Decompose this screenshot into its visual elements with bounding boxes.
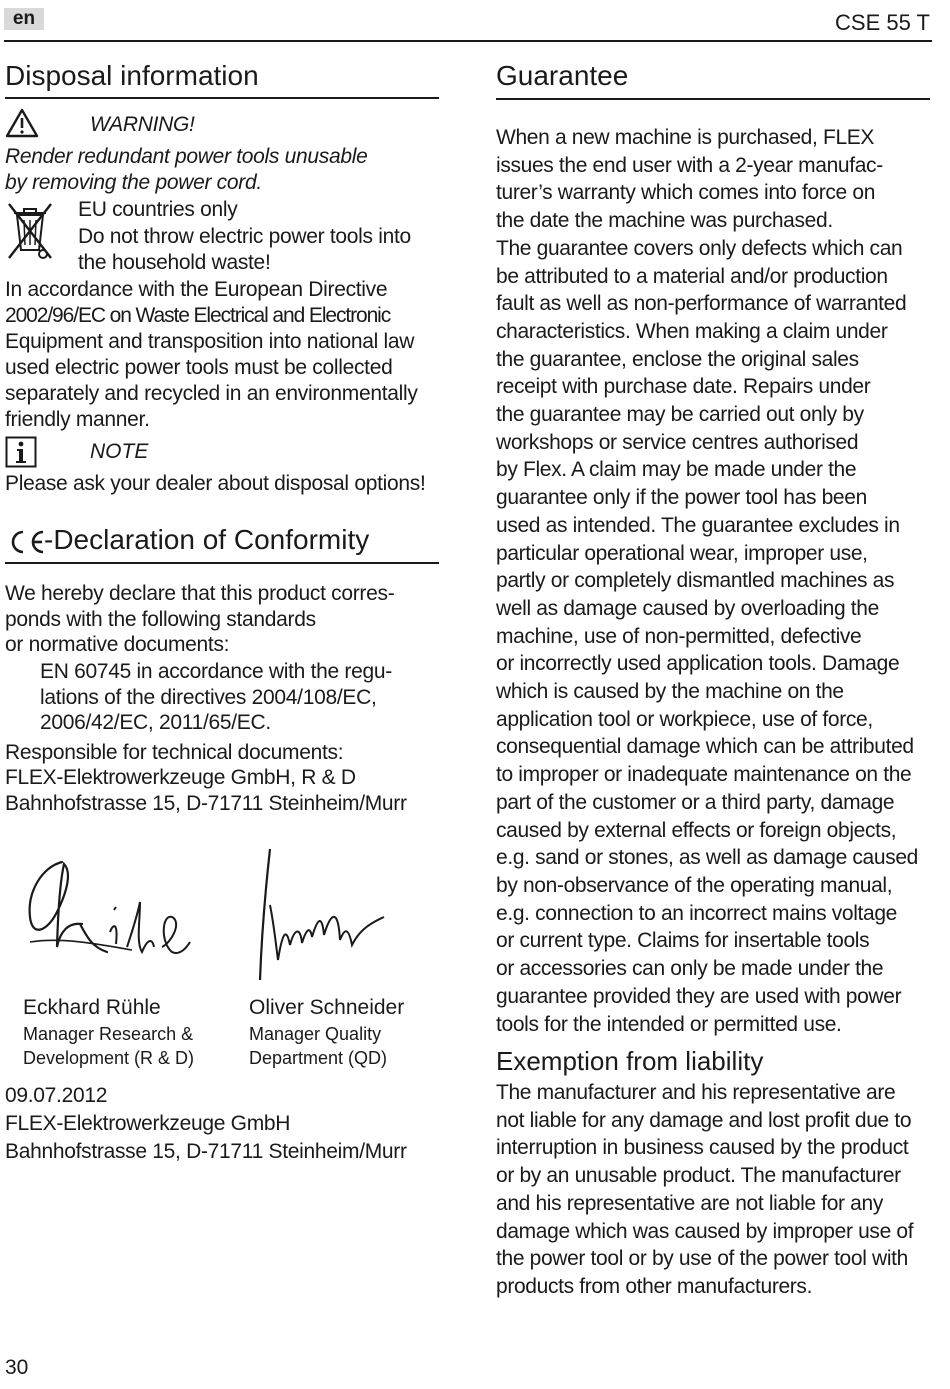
disposal-body-2: 2002/96/EC on Waste Electrical and Electronic [5, 304, 391, 327]
disposal-body-5: separately and recycled in an environmentally [5, 382, 418, 405]
info-icon [5, 436, 37, 468]
signatory-2-role-2: Department (QD) [249, 1048, 388, 1068]
liability-body [496, 1079, 936, 1301]
disposal-body-4: used electric power tools must be collected [5, 356, 393, 379]
conformity-intro-3: or normative documents: [5, 633, 230, 656]
eu-line-3: the household waste! [78, 251, 271, 274]
guarantee-line: turer’s warranty which comes into force on [496, 181, 876, 205]
guarantee-line: guarantee only if the power tool has been [496, 486, 867, 510]
warning-label: WARNING! [90, 113, 195, 136]
eu-line-2: Do not throw electric power tools into [78, 225, 411, 248]
liability-line: damage which was caused by improper use of [496, 1219, 914, 1243]
liability-line: interruption in business caused by the product [496, 1136, 909, 1160]
guarantee-line: e.g. connection to an incorrect mains voltage [496, 901, 897, 925]
signatory-2-name: Oliver Schneider [249, 996, 405, 1019]
guarantee-line: characteristics. When making a claim under [496, 319, 888, 343]
guarantee-line: partly or completely dismantled machines as [496, 569, 895, 593]
guarantee-line: guarantee provided they are used with power [496, 984, 902, 1008]
disposal-heading: Disposal information [5, 60, 259, 91]
page-number: 30 [5, 1356, 29, 1379]
disposal-body-6: friendly manner. [5, 408, 150, 431]
guarantee-line: particular operational wear, improper use, [496, 541, 868, 565]
guarantee-line: to improper or inadequate maintenance on the [496, 763, 912, 787]
guarantee-body [496, 124, 936, 1038]
ce-mark-icon [5, 528, 45, 556]
crossed-bin-icon [4, 200, 56, 262]
declaration-date: 09.07.2012 [5, 1084, 108, 1107]
guarantee-line: be attributed to a material and/or production [496, 264, 888, 288]
signatory-1-name: Eckhard Rühle [23, 996, 161, 1019]
liability-line: the power tool or by use of the power tool with [496, 1247, 908, 1271]
guarantee-line: part of the customer or a third party, damage [496, 790, 895, 814]
guarantee-line: or incorrectly used application tools. Damage [496, 652, 900, 676]
standard-line-2: lations of the directives 2004/108/EC, [40, 686, 377, 709]
guarantee-line: workshops or service centres authorised [496, 430, 859, 454]
standard-line-1: EN 60745 in accordance with the regu- [40, 660, 392, 683]
footer-company: FLEX-Elektrowerkzeuge GmbH [5, 1112, 291, 1135]
guarantee-line: which is caused by the machine on the [496, 680, 844, 704]
liability-line: The manufacturer and his representative are [496, 1081, 896, 1104]
disposal-body-1: In accordance with the European Directive [5, 278, 388, 301]
model-name: CSE 55 T [835, 10, 930, 35]
liability-line: and his representative are not liable for any [496, 1191, 883, 1215]
responsible-line-2: FLEX-Elektrowerkzeuge GmbH, R & D [5, 766, 356, 789]
guarantee-line: consequential damage which can be attributed [496, 735, 914, 759]
guarantee-line: used as intended. The guarantee excludes in [496, 513, 900, 537]
liability-line: not liable for any damage and lost profit due to [496, 1108, 912, 1132]
signatory-1-role-2: Development (R & D) [23, 1048, 195, 1068]
guarantee-line: issues the end user with a 2-year manufac- [496, 153, 883, 177]
guarantee-line: the guarantee, enclose the original sales [496, 347, 859, 371]
guarantee-line: machine, use of non-permitted, defective [496, 624, 862, 648]
guarantee-line: caused by external effects or foreign objects, [496, 818, 897, 842]
liability-line: products from other manufacturers. [496, 1274, 813, 1298]
guarantee-line: or accessories can only be made under the [496, 957, 884, 981]
liability-heading: Exemption from liability [496, 1046, 764, 1076]
guarantee-line: or current type. Claims for insertable tools [496, 929, 870, 953]
guarantee-line: fault as well as non-performance of warranted [496, 292, 907, 316]
guarantee-line: When a new machine is purchased, FLEX [496, 126, 875, 149]
guarantee-line: application tool or workpiece, use of force, [496, 707, 873, 731]
guarantee-line: by Flex. A claim may be made under the [496, 458, 857, 482]
guarantee-line: the guarantee may be carried out only by [496, 403, 864, 427]
header-divider [4, 40, 932, 42]
note-label: NOTE [90, 440, 149, 463]
signature-schneider [248, 845, 388, 985]
guarantee-line: receipt with purchase date. Repairs under [496, 375, 871, 399]
warning-icon [5, 108, 39, 138]
conformity-heading: -Declaration of Conformity [44, 524, 370, 555]
warning-line-1: Render redundant power tools unusable [5, 145, 368, 168]
guarantee-line: by non-observance of the operating manual, [496, 873, 893, 897]
guarantee-line: well as damage caused by overloading the [496, 596, 879, 620]
guarantee-heading: Guarantee [496, 60, 629, 91]
disposal-heading-rule [5, 97, 439, 99]
footer-address: Bahnhofstrasse 15, D-71711 Steinheim/Murr [5, 1140, 407, 1163]
eu-line-1: EU countries only [78, 198, 238, 221]
note-text: Please ask your dealer about disposal options! [5, 472, 426, 495]
guarantee-heading-rule [496, 98, 930, 100]
guarantee-line: the date the machine was purchased. [496, 209, 833, 233]
conformity-intro-2: ponds with the following standards [5, 608, 316, 631]
standard-line-3: 2006/42/EC, 2011/65/EC. [40, 711, 271, 734]
guarantee-line: e.g. sand or stones, as well as damage caused [496, 846, 919, 870]
responsible-line-1: Responsible for technical documents: [5, 741, 344, 764]
warning-line-2: by removing the power cord. [5, 171, 262, 194]
liability-line: or by an unusable product. The manufacturer [496, 1164, 901, 1188]
disposal-body-3: Equipment and transposition into national law [5, 330, 415, 353]
guarantee-line: tools for the intended or permitted use. [496, 1012, 842, 1036]
guarantee-line: The guarantee covers only defects which can [496, 236, 903, 260]
conformity-intro-1: We hereby declare that this product corres- [5, 582, 395, 605]
language-tag: en [4, 8, 44, 30]
responsible-line-3: Bahnhofstrasse 15, D-71711 Steinheim/Murr [5, 792, 407, 815]
conformity-heading-rule [5, 562, 439, 564]
signature-ruehle [22, 852, 192, 967]
signatory-1-role-1: Manager Research & [23, 1024, 194, 1044]
signatory-2-role-1: Manager Quality [249, 1024, 382, 1044]
